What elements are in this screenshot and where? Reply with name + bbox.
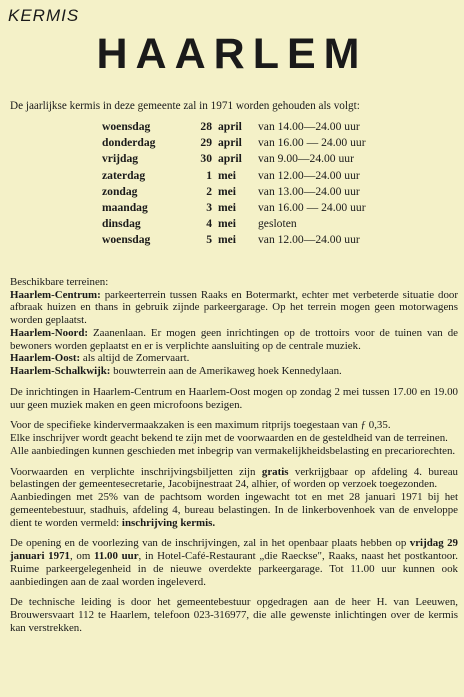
intro-text: De jaarlijkse kermis in deze gemeente zal in 1971 worden gehouden als volgt: (10, 100, 360, 112)
voorwaarden-text-3: Aanbiedingen met 25% van de pachtsom worden ingewacht tot en met 28 januari 1971 bij het gemeentebestuur, stadhuis, afdeling 4, bureau belastingen. In de linkerbovenhoek van de enveloppe dient te worden vermeld: (10, 491, 458, 529)
schedule-month: mei (218, 184, 237, 198)
schedule-row (102, 135, 442, 151)
schedule-date: 3 (206, 200, 212, 214)
schalkwijk-label: Haarlem-Schalkwijk: (10, 364, 111, 377)
centrum-label: Haarlem-Centrum: (10, 288, 101, 301)
schedule-month: april (218, 120, 242, 133)
schedule-time: van 14.00—24.00 uur (258, 120, 360, 133)
opening-text-1: De opening en de voorlezing van de inschrijvingen, zal in het openbaar plaats hebben op (10, 537, 407, 550)
schedule-row (102, 200, 442, 216)
ritprijs-line-3: Alle aanbiedingen kunnen geschieden met inbegrip van vermakelijkheidsbelasting en precariorechten. (10, 444, 456, 457)
opening-text-3: , in Hotel-Café-Restaurant „die Raeckse", Raaks, naast het postkantoor. Ruime parkeergelegenheid in de nieuwe overdekte parkeergarage. Tot 11.00 uur kunnen ook aanbiedingen aan de zaal worden ingeleverd. (10, 550, 458, 588)
schedule-row (102, 119, 442, 135)
voorwaarden-paragraph (10, 466, 458, 530)
schedule-time: van 12.00—24.00 uur (258, 168, 360, 182)
schedule-time: gesloten (258, 217, 297, 231)
oost-label: Haarlem-Oost: (10, 352, 81, 365)
zondag-paragraph: De inrichtingen in Haarlem-Centrum en Haarlem-Oost mogen op zondag 2 mei tussen 17.00 en 19.00 uur geen muziek maken en geen microfoons bezigen. (10, 385, 458, 411)
schedule-month: april (218, 136, 242, 150)
schedule-date: 29 (200, 136, 212, 150)
kicker-label: KERMIS (8, 6, 80, 25)
ritprijs-line-2: Elke inschrijver wordt geacht bekend te zijn met de voorwaarden en de gesteldheid van de terreinen. (10, 432, 448, 445)
schedule-row (102, 216, 442, 232)
schedule-time: van 16.00 — 24.00 uur (258, 136, 366, 150)
schedule-date: 5 (206, 233, 212, 247)
schedule-month: april (218, 152, 242, 166)
schedule-time: van 16.00 — 24.00 uur (258, 200, 366, 214)
schedule-date: 1 (206, 168, 212, 182)
schedule-day: donderdag (102, 136, 156, 150)
page-title: HAARLEM (96, 30, 368, 78)
schedule-date: 30 (200, 152, 212, 166)
opening-time: 11.00 uur (94, 550, 139, 563)
opening-text-2: , om (69, 550, 91, 563)
oost-text: als altijd de Zomervaart. (82, 352, 190, 365)
announcement-body (10, 276, 458, 643)
ritprijs-paragraph (10, 419, 458, 457)
schedule-month: mei (218, 200, 237, 214)
schedule-time: van 12.00—24.00 uur (258, 233, 360, 247)
schedule-day: dinsdag (102, 217, 141, 231)
schedule-day: maandag (102, 200, 148, 214)
schedule-time: van 9.00—24.00 uur (258, 152, 354, 166)
centrum-text: parkeerterrein tussen Raaks en Botermarkt, echter met verbeterde situatie door afbraak huizen en thans in gebruik zijnde parkeergarage. Op het terrein mogen geen motorwagens worden geplaatst. (10, 288, 458, 327)
voorwaarden-text-2: verkrijgbaar op afdeling 4. bureau belastingen der gemeentesecretarie, Jacobijnestraat 24, alhier, of worden op verzoek toegezonden. (10, 465, 458, 491)
terreinen-section (10, 276, 458, 378)
schedule-row (102, 232, 442, 248)
schedule-day: woensdag (102, 120, 151, 133)
schedule-date: 4 (206, 217, 212, 231)
schedule-month: mei (218, 233, 237, 247)
ritprijs-line-1: Voor de specifieke kindervermaakzaken is een maximum ritprijs toegestaan van ƒ 0,35. (10, 419, 391, 432)
schedule-table (102, 119, 442, 249)
terreinen-heading: Beschikbare terreinen: (10, 276, 109, 288)
schedule-day: zondag (102, 184, 138, 198)
schedule-day: zaterdag (102, 168, 146, 182)
schedule-time: van 13.00—24.00 uur (258, 184, 360, 198)
opening-date: vrijdag 29 januari 1971 (10, 537, 458, 563)
envelope-text: inschrijving kermis. (121, 516, 216, 529)
schedule-date: 28 (200, 120, 212, 133)
schedule-month: mei (218, 168, 237, 182)
schedule-day: woensdag (102, 233, 151, 247)
voorwaarden-text-1: Voorwaarden en verplichte inschrijvingsbiljetten zijn (10, 465, 256, 478)
schalkwijk-text: bouwterrein aan de Amerikaweg hoek Kennedylaan. (113, 364, 342, 377)
schedule-day: vrijdag (102, 152, 139, 166)
schedule-row (102, 184, 442, 200)
noord-text: Zaanenlaan. Er mogen geen inrichtingen op de trottoirs voor de tuinen van de bewoners worden geplaatst en er is verplichte aansluiting op de centrale muziek. (10, 326, 458, 352)
schedule-date: 2 (206, 184, 212, 198)
schedule-month: mei (218, 217, 237, 231)
noord-label: Haarlem-Noord: (10, 326, 89, 339)
closing-paragraph: De technische leiding is door het gemeentebestuur opgedragen aan de heer H. van Leeuwen, Brouwersvaart 112 te Haarlem, telefoon 023-316977, die alle gewenste inlichtingen over de kermis kan verstrekken. (10, 596, 458, 634)
gratis-text: gratis (261, 465, 289, 478)
schedule-row (102, 151, 442, 167)
opening-paragraph (10, 537, 458, 588)
schedule-row (102, 168, 442, 184)
